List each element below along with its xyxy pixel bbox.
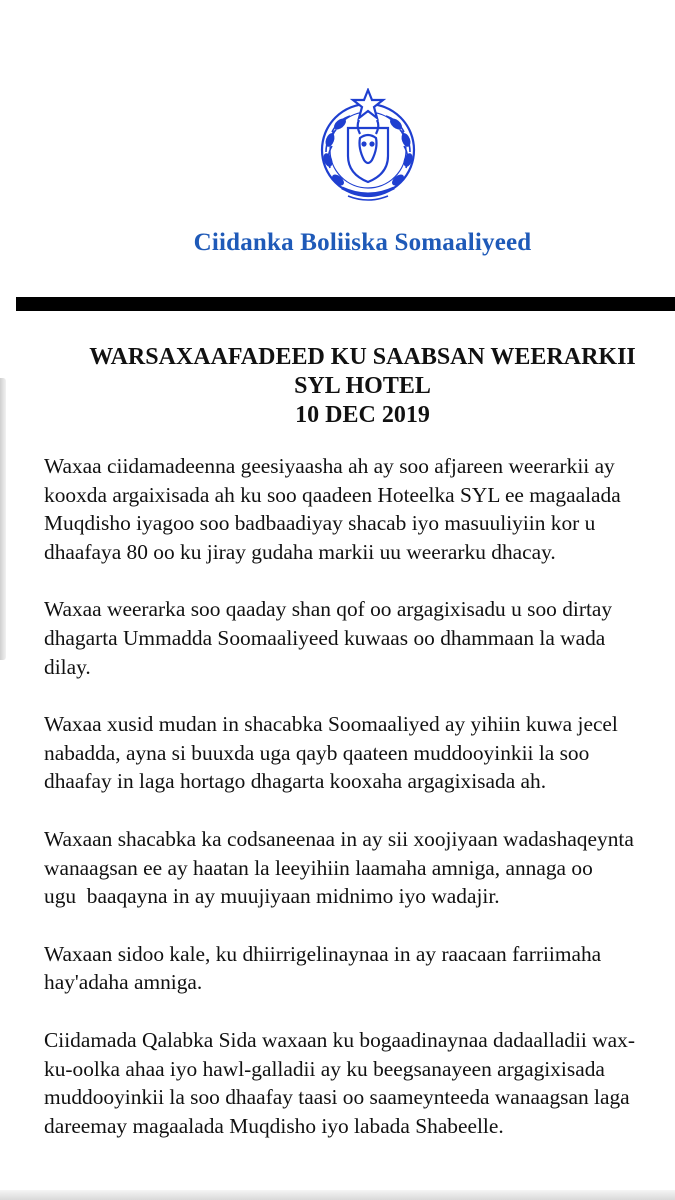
title-line: SYL HOTEL xyxy=(294,373,431,399)
text-line: Waxaa xusid mudan in shacabka Soomaaliyed ay yihiin kuwa jecel xyxy=(44,712,618,737)
text-line: Waxaa ciidamadeenna geesiyaasha ah ay soo afjareen weerarkii ay xyxy=(44,454,615,478)
text-line: Ciidamada Qalabka Sida waxaan ku bogaadinaynaa dadaalladii wax- xyxy=(44,1027,635,1052)
text-line: dhaafay in laga hortago dhagarta kooxaha argagixisada ah. xyxy=(44,769,547,794)
title-date: 10 DEC 2019 xyxy=(295,402,430,428)
text-line: Waxaan sidoo kale, ku dhiirrigelinaynaa in ay raacaan farriimaha xyxy=(44,941,602,966)
paragraph xyxy=(44,940,675,997)
header-divider xyxy=(16,297,675,311)
text-line: Waxaa weerarka soo qaaday shan qof oo argagixisadu u soo dirtay xyxy=(44,597,613,622)
text-line: ku-oolka ahaa iyo hawl-galladii ay ku beegsanayeen argagixisada xyxy=(44,1056,605,1081)
text-line: nabadda, ayna si buuxda uga qayb qaateen muddooyinkii la soo xyxy=(44,740,590,765)
paragraph xyxy=(44,595,675,681)
paragraph xyxy=(44,710,675,796)
scroll-edge xyxy=(0,378,6,660)
paragraph xyxy=(44,825,675,911)
text-line: dhaafaya 80 oo ku jiray gudaha markii uu weerarku dhacay. xyxy=(44,539,556,564)
text-line: muddooyinkii la soo dhaafay taasi oo saameynteeda wanaagsan laga xyxy=(44,1085,630,1110)
text-line: hay'adaha amniga. xyxy=(44,970,203,995)
title-line: WARSAXAAFADEED KU SAABSAN WEERARKII xyxy=(89,344,636,370)
text-line: dareemay magaalada Muqdisho iyo labada Shabeelle. xyxy=(44,1113,504,1138)
text-line: dhagarta Ummadda Soomaaliyeed kuwaas oo dhammaan la wada xyxy=(44,625,606,650)
document-title xyxy=(30,343,675,430)
text-line: Waxaan shacabka ka codsaneenaa in ay sii xoojiyaan wadashaqeynta xyxy=(44,826,634,851)
paragraph xyxy=(44,1026,675,1140)
page-bottom-edge xyxy=(0,1190,675,1200)
text-line: Muqdisho iyagoo soo badbaadiyay shacab iyo masuuliyiin kor u xyxy=(44,511,596,536)
text-line: kooxda argaixisada ah ku soo qaadeen Hoteelka SYL ee magaalada xyxy=(44,482,621,507)
text-line: ugu baaqayna in ay muujiyaan midnimo iyo wadajir. xyxy=(44,884,500,909)
police-emblem-icon xyxy=(308,88,428,208)
paragraph xyxy=(44,452,675,566)
document-body xyxy=(44,452,675,1169)
text-line: wanaagsan ee ay haatan la leeyihiin laamaha amniga, annaga oo xyxy=(44,855,593,880)
text-line: dilay. xyxy=(44,654,91,679)
organization-name: Ciidanka Boliiska Somaaliyeed xyxy=(193,229,532,256)
